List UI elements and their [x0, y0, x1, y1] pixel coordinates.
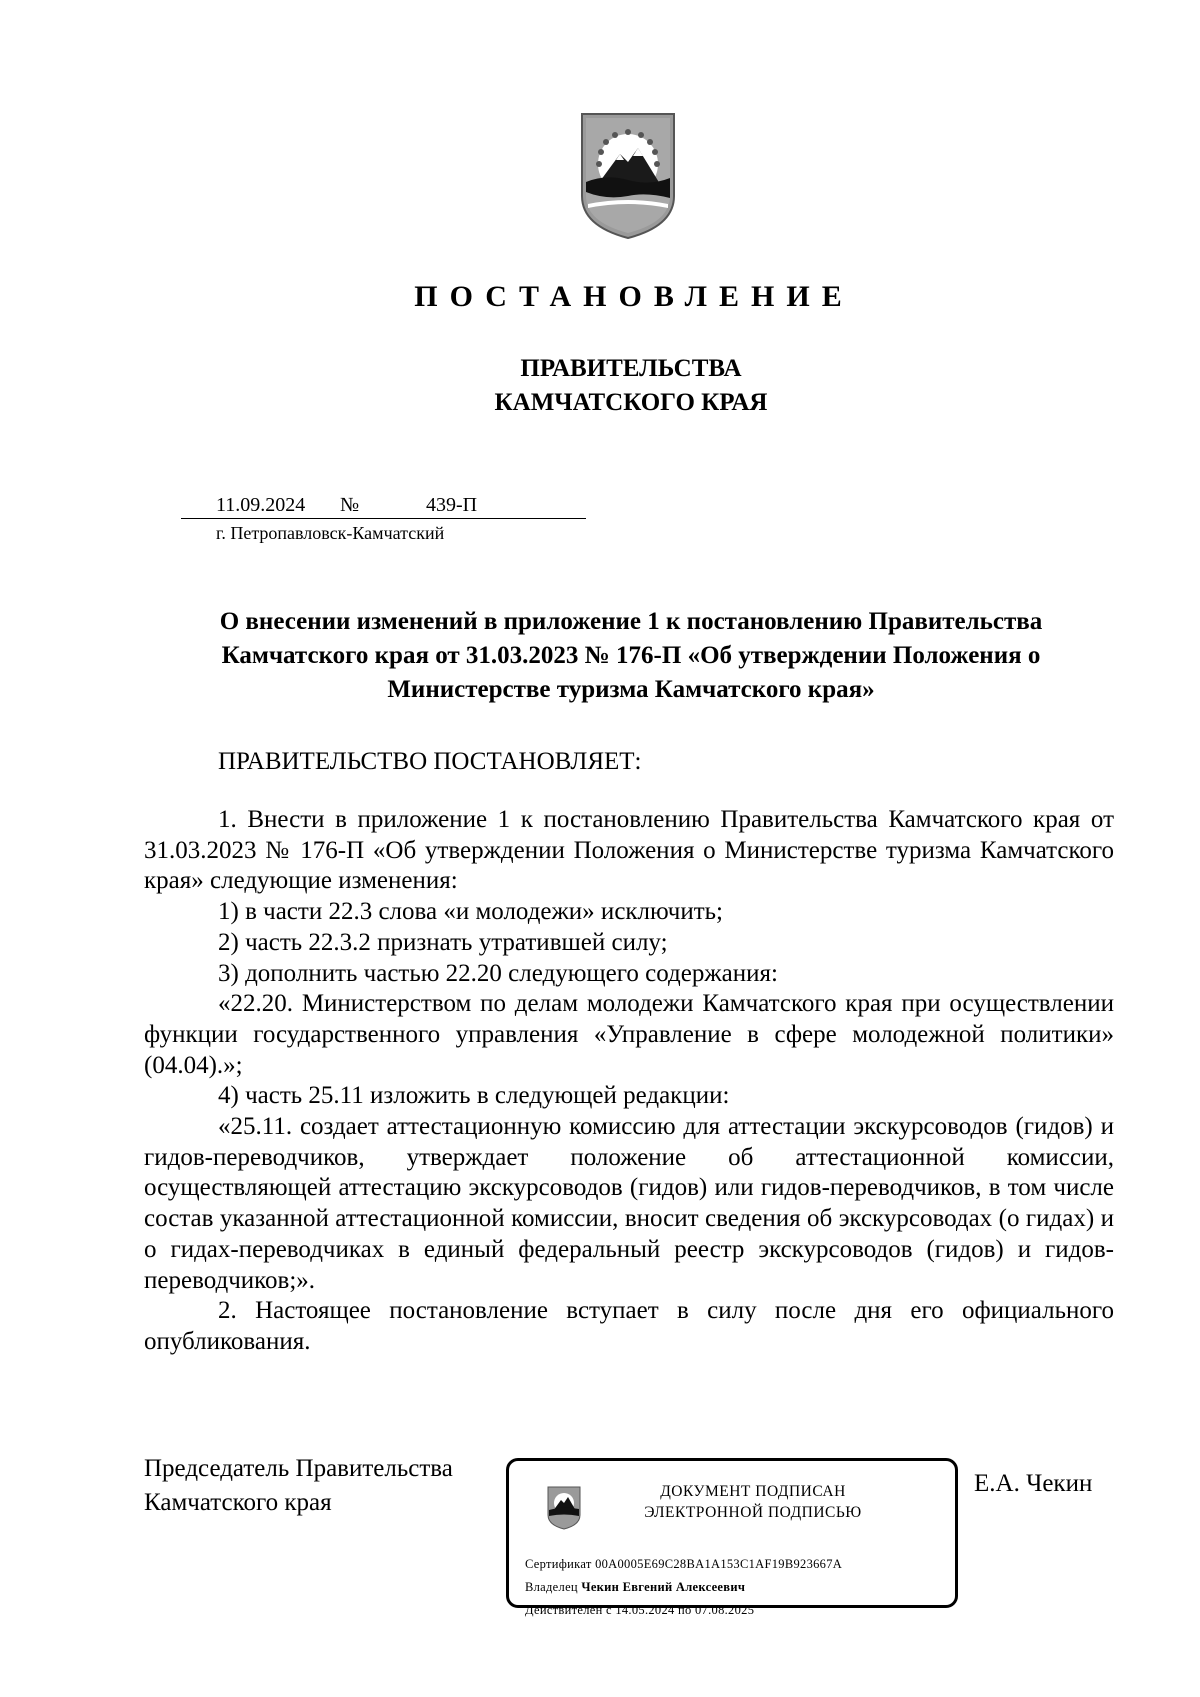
- decree-heading: ПРАВИТЕЛЬСТВО ПОСТАНОВЛЯЕТ:: [218, 748, 642, 775]
- stamp-certificate-row: [525, 1553, 842, 1576]
- document-title: [100, 605, 1162, 707]
- paragraph-item-1: 1) в части 22.3 слова «и молодежи» исключить;: [218, 898, 723, 926]
- document-body: [144, 805, 1114, 1358]
- paragraph-item-2: 2) часть 22.3.2 признать утратившей силу;: [218, 928, 668, 956]
- paragraph-quote-22-20: «22.20. Министерством по делам молодежи Камчатского края при осуществлении функции государственного управления «Управление в сфере молодежной политики» (04.04).»;: [144, 990, 1114, 1079]
- document-number: 439-П: [426, 494, 478, 516]
- valid-from: 14.05.2024: [615, 1603, 675, 1617]
- place-of-issue: г. Петропавловск-Камчатский: [216, 523, 445, 543]
- stamp-validity-row: [525, 1599, 842, 1622]
- valid-to-label: по: [678, 1603, 692, 1617]
- title-line-2: Камчатского края от 31.03.2023 № 176-П «Об утверждении Положения о: [221, 642, 1041, 669]
- paragraph-2: 2. Настоящее постановление вступает в силу после дня его официального опубликования.: [144, 1297, 1114, 1355]
- signer-position-line-2: Камчатского края: [144, 1489, 332, 1516]
- stamp-heading-line-1: ДОКУМЕНТ ПОДПИСАН: [660, 1483, 846, 1500]
- coat-of-arms-icon: [576, 112, 680, 240]
- paragraph-quote-25-11: «25.11. создает аттестационную комиссию для аттестации экскурсоводов (гидов) и гидов-переводчиков, утверждает положение об аттестационной комиссии, осуществляющей аттестацию экскурсоводов (гидов) или гидов-переводчиков, в том числе состав указанной аттестационной комиссии, вносит сведения об экскурсоводах (о гидах) и о гидах-переводчиках в единый федеральный реестр экскурсоводов (гидов) и гидов-переводчиков;».: [144, 1113, 1114, 1294]
- certificate-value: 00A0005E69C28BA1A153C1AF19B923667A: [595, 1557, 843, 1571]
- title-line-1: О внесении изменений в приложение 1 к постановлению Правительства: [219, 608, 1043, 635]
- paragraph-item-4: 4) часть 25.11 изложить в следующей редакции:: [218, 1082, 730, 1110]
- title-line-3: Министерстве туризма Камчатского края»: [387, 676, 875, 703]
- stamp-heading-line-2: ЭЛЕКТРОННОЙ ПОДПИСЬЮ: [644, 1504, 862, 1521]
- signer-name: Е.А. Чекин: [974, 1470, 1093, 1497]
- issuer-line-1: ПРАВИТЕЛЬСТВА: [520, 355, 742, 382]
- issuer: [0, 352, 1200, 420]
- date-number-line: [181, 492, 586, 519]
- document-type: ПОСТАНОВЛЕНИЕ: [414, 280, 854, 313]
- issuer-line-2: КАМЧАТСКОГО КРАЯ: [494, 389, 768, 416]
- electronic-signature-stamp: [506, 1458, 958, 1617]
- signer-position: [144, 1452, 453, 1520]
- signer-position-line-1: Председатель Правительства: [144, 1455, 453, 1482]
- owner-label: Владелец: [525, 1580, 578, 1594]
- valid-label: Действителен с: [525, 1603, 612, 1617]
- stamp-coat-of-arms-icon: [546, 1485, 582, 1531]
- owner-value: Чекин Евгений Алексеевич: [581, 1580, 746, 1594]
- stamp-details: [525, 1553, 842, 1622]
- paragraph-item-3: 3) дополнить частью 22.20 следующего содержания:: [218, 959, 778, 987]
- certificate-label: Сертификат: [525, 1557, 592, 1571]
- stamp-heading: [605, 1481, 901, 1523]
- document-date: 11.09.2024: [216, 494, 306, 516]
- valid-to: 07.08.2025: [695, 1603, 755, 1617]
- paragraph-1: 1. Внести в приложение 1 к постановлению Правительства Камчатского края от 31.03.2023 № 176-П «Об утверждении Положения о Министерстве туризма Камчатского края» следующие изменения:: [144, 806, 1114, 895]
- stamp-owner-row: [525, 1576, 842, 1599]
- number-sign: №: [340, 494, 360, 516]
